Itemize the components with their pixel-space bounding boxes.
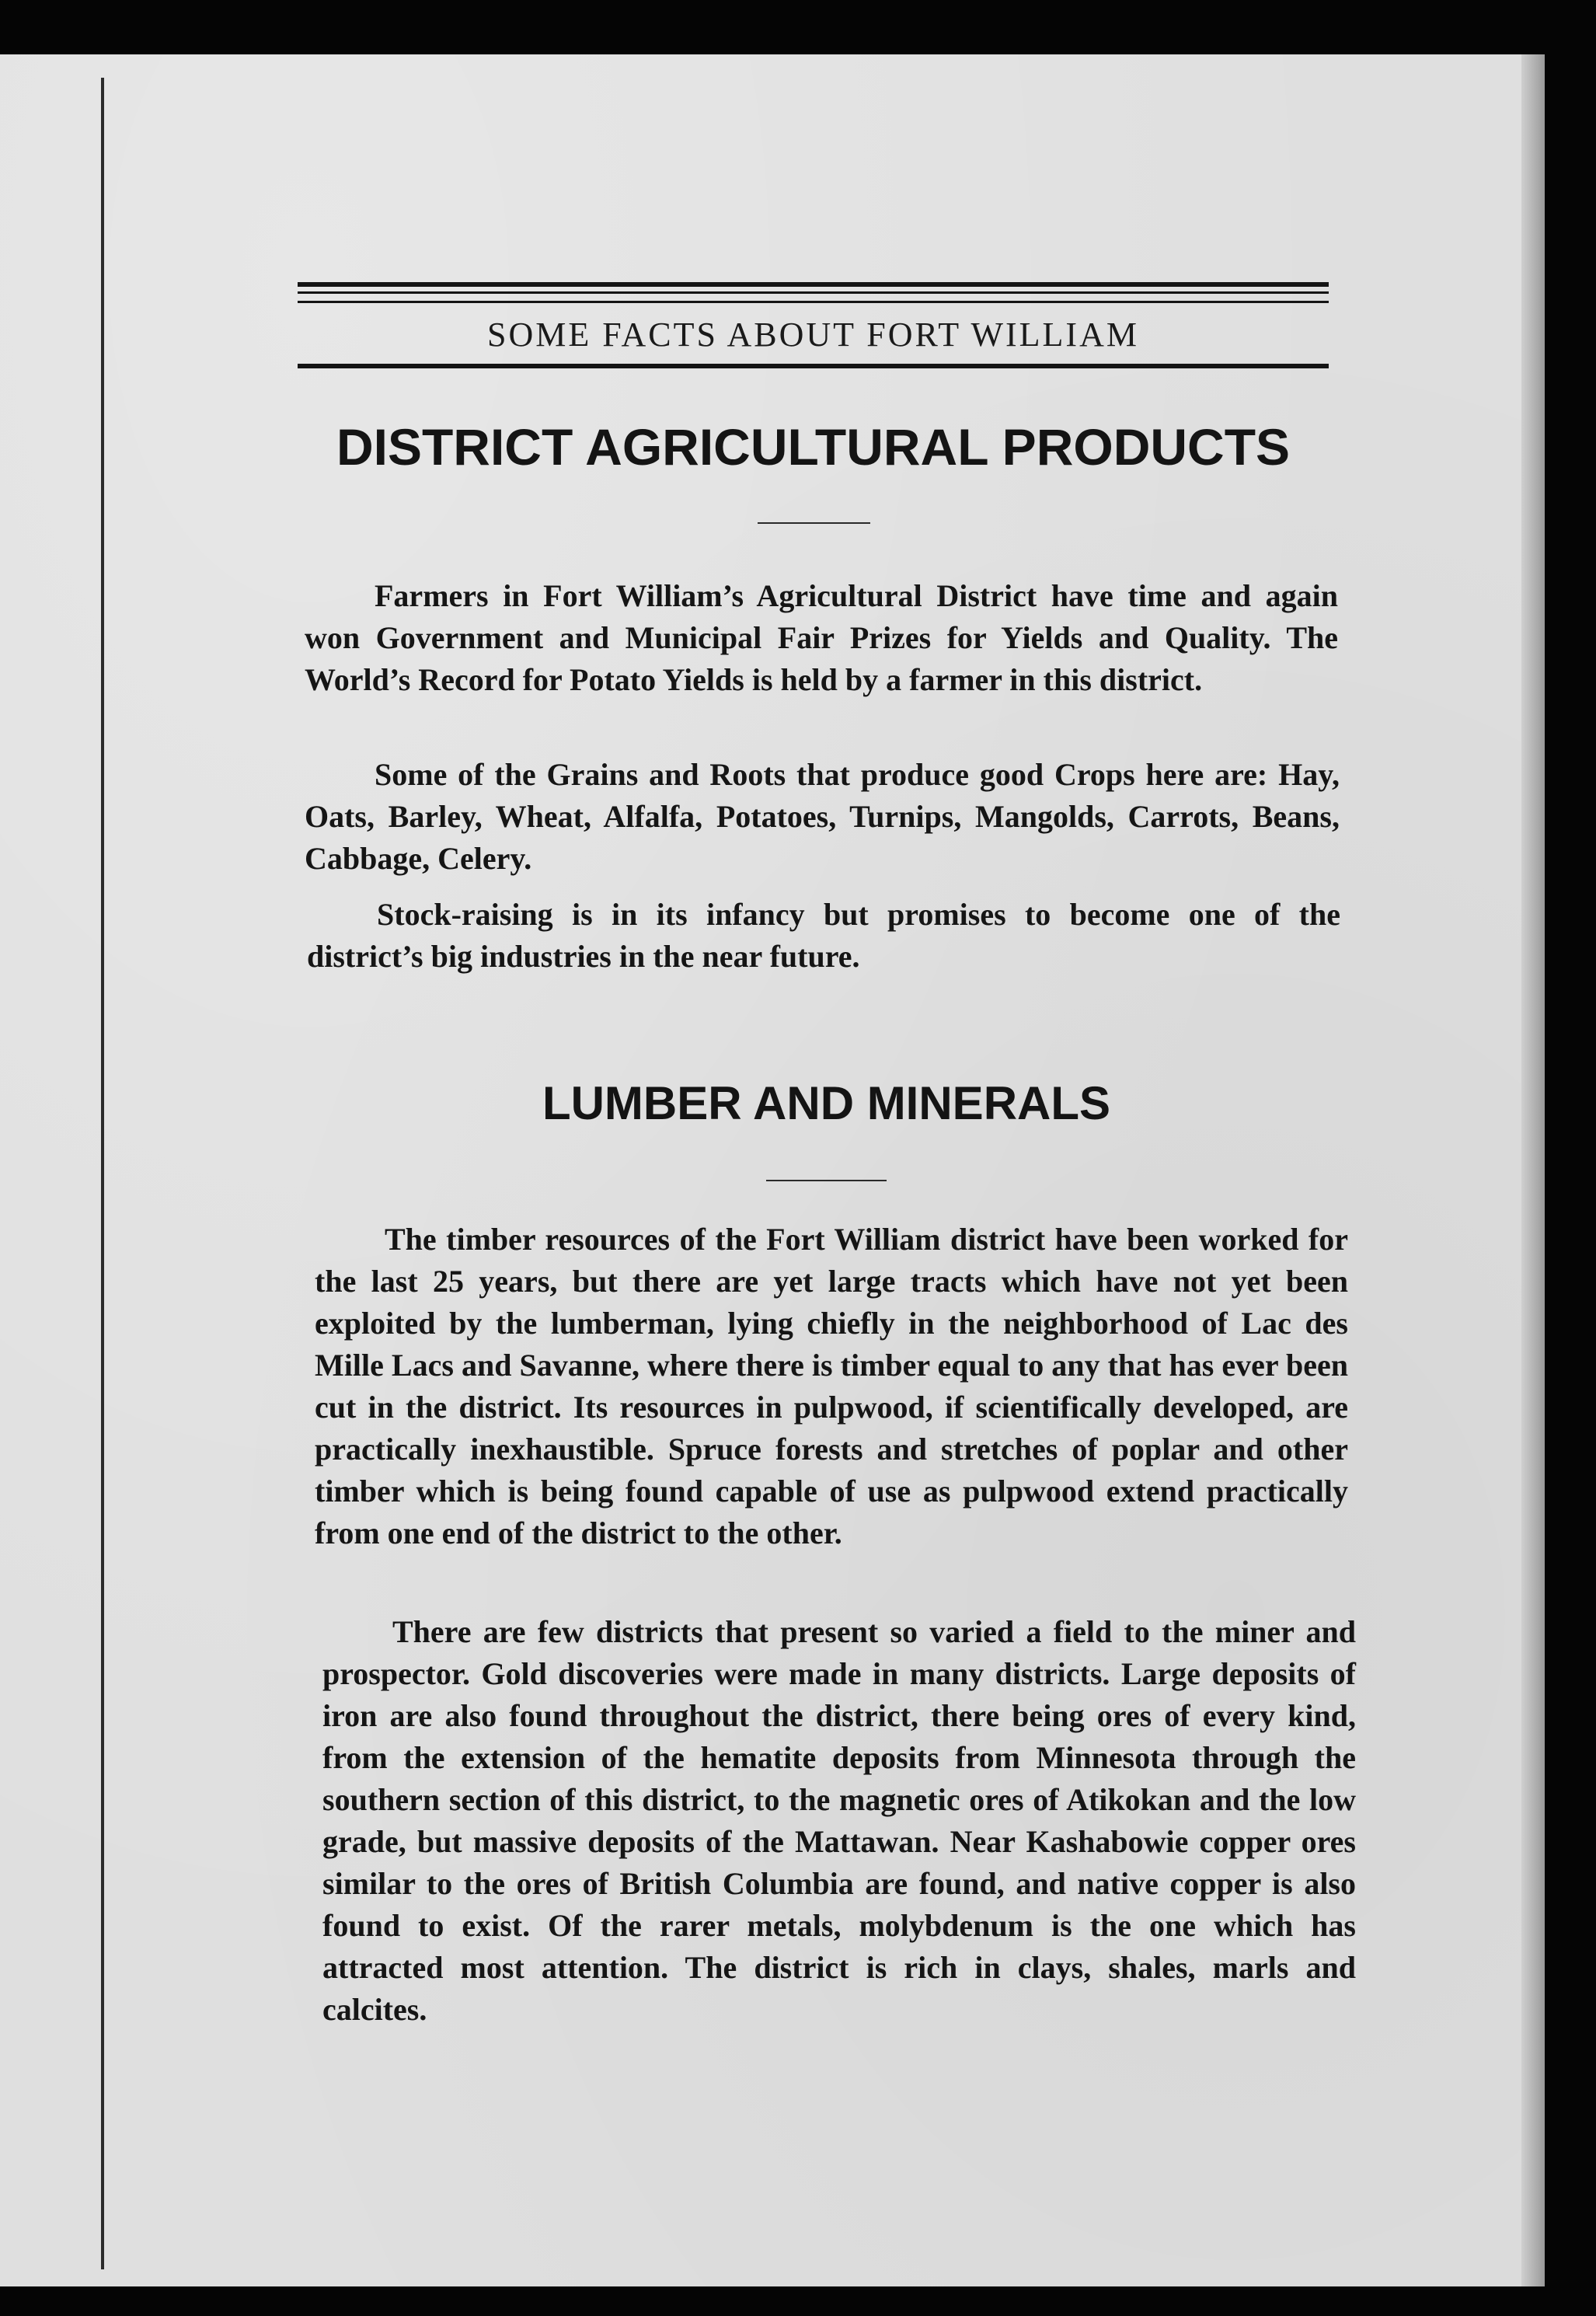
page-fold-line <box>101 78 104 2269</box>
paragraph-minerals-1: There are few districts that present so varied a field to the miner and prospector. Gold discoveries were made in many districts. Large deposits of iron are also found throughout the district, there being ores of every kind, from the extension of the hematite deposits from Minnesota through the southern section of this district, to the magnetic ores of Atikokan and the low grade, but massive deposits of the Mattawan. Near Kashabowie copper ores similar to the ores of British Columbia are found, and native copper is also found to exist. Of the rarer metals, molybdenum is the one which has attracted most attention. The district is rich in clays, shales, marls and calcites. <box>322 1614 1356 2027</box>
section-title-lumber-minerals: LUMBER AND MINERALS <box>542 1077 1111 1129</box>
header-top-rule-thick <box>298 282 1329 287</box>
header-top-rule-thin-1 <box>298 291 1329 294</box>
header-bottom-rule <box>298 364 1329 368</box>
paragraph-lumber-1: The timber resources of the Fort William district have been worked for the last 25 years, but there are yet large tracts which have not yet been exploited by the lumberman, lying chiefly in the neighborhood of Lac des Mille Lacs and Savanne, where there is timber equal to any that has ever been cut in the district. Its resources in pulpwood, if scientifically developed, are practically inexhaustible. Spruce forests and stretches of poplar and other timber which is being found capable of use as pulpwood extend practically from one end of the district to the other. <box>315 1222 1348 1550</box>
paragraph-agriculture-2: Some of the Grains and Roots that produce good Crops here are: Hay, Oats, Barley, Wheat, Alfalfa, Potatoes, Turnips, Mangolds, Carrots, Beans, Cabbage, Celery. <box>305 757 1340 876</box>
page-right-edge <box>1521 54 1545 2286</box>
paragraph-agriculture-1: Farmers in Fort William’s Agricultural District have time and again won Government and Municipal Fair Prizes for Yields and Quality. The World’s Record for Potato Yields is held by a farmer in this district. <box>305 578 1338 697</box>
section-divider-2 <box>766 1180 887 1181</box>
section-divider-1 <box>758 522 870 524</box>
paragraph-agriculture-3: Stock-raising is in its infancy but promises to become one of the district’s big industries in the near future. <box>307 897 1340 974</box>
running-head: SOME FACTS ABOUT FORT WILLIAM <box>487 316 1139 354</box>
header-top-rule-thin-2 <box>298 301 1329 303</box>
section-title-agriculture: DISTRICT AGRICULTURAL PRODUCTS <box>336 418 1291 476</box>
